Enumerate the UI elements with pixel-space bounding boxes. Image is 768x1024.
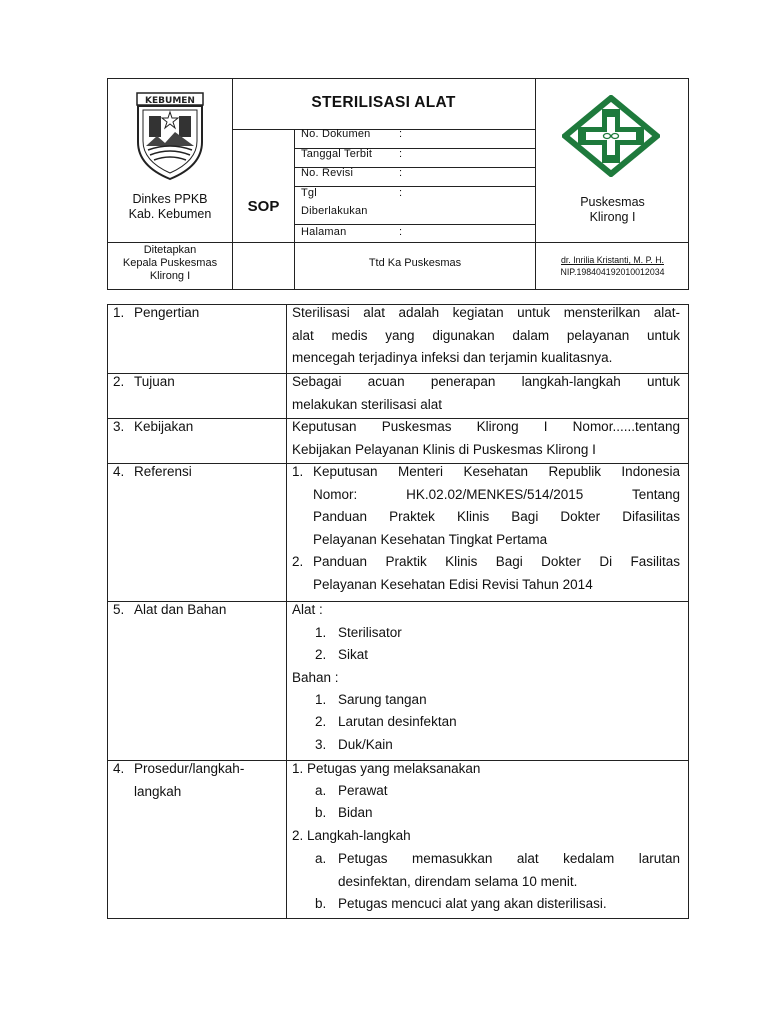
section-number: 5. xyxy=(113,602,125,617)
section-number: 2. xyxy=(113,374,125,389)
list-item-referensi-2: Panduan Praktik Klinis Bagi Dokter Di Fasilitas Pelayanan Kesehatan Edisi Revisi Tahun 2014 xyxy=(313,554,680,592)
page-title: STERILISASI ALAT xyxy=(311,94,456,111)
section-number: 4. xyxy=(113,761,125,776)
prosedur-heading-langkah: 2. Langkah-langkah xyxy=(292,828,411,843)
field-value-no-dokumen: : xyxy=(399,128,403,140)
section-title-alat-bahan: Alat dan Bahan xyxy=(134,602,227,617)
list-item-step: Petugas mencuci alat yang akan disterilisasi. xyxy=(338,896,607,911)
list-item-alat: Sterilisator xyxy=(338,625,402,640)
section-title-referensi: Referensi xyxy=(134,464,192,479)
field-label-tanggal-terbit: Tanggal Terbit xyxy=(301,148,373,160)
field-label-no-revisi: No. Revisi xyxy=(301,167,354,179)
list-item-number: 2. xyxy=(315,714,327,729)
list-item-number: 3. xyxy=(315,737,327,752)
prosedur-heading-petugas: 1. Petugas yang melaksanakan xyxy=(292,761,481,776)
list-item-letter: b. xyxy=(315,805,327,820)
section-content-pengertian: Sterilisasi alat adalah kegiatan untuk mensterilkan alat- alat medis yang digunakan dalam pelayanan untuk mencegah terjadinya infeksi dan terjamin kualitasnya. xyxy=(292,305,680,365)
alat-heading: Alat : xyxy=(292,602,323,617)
list-item-bahan: Sarung tangan xyxy=(338,692,427,707)
left-org-name: Dinkes PPKB Kab. Kebumen xyxy=(128,192,212,221)
section-content-tujuan: Sebagai acuan penerapan langkah-langkah untuk melakukan sterilisasi alat xyxy=(292,374,680,412)
signer-nip: NIP.198404192010012034 xyxy=(560,267,665,277)
divider xyxy=(232,129,535,130)
field-value-no-revisi: : xyxy=(399,167,403,179)
section-number: 1. xyxy=(113,305,125,320)
field-label-halaman: Halaman xyxy=(301,226,347,238)
list-item-referensi-1: Keputusan Menteri Kesehatan Republik Indonesia Nomor: HK.02.02/MENKES/514/2015 Tentang Panduan Praktek Klinis Bagi Dokter Difasilitas Pelayanan Kesehatan Tingkat Pertama xyxy=(313,464,680,547)
list-item-letter: b. xyxy=(315,896,327,911)
list-item-number: 1. xyxy=(315,692,327,707)
list-item-number: 2. xyxy=(292,554,304,569)
list-item-bahan: Larutan desinfektan xyxy=(338,714,457,729)
bahan-heading: Bahan : xyxy=(292,670,339,685)
list-item-number: 1. xyxy=(292,464,304,479)
divider xyxy=(286,304,287,919)
sop-label: SOP xyxy=(247,198,280,215)
field-label-no-dokumen: No. Dokumen xyxy=(301,128,371,140)
ditetapkan-block: Ditetapkan Kepala Puskesmas Klirong I xyxy=(122,244,218,282)
section-title-pengertian: Pengertian xyxy=(134,305,200,320)
section-title-kebijakan: Kebijakan xyxy=(134,419,194,434)
list-item-letter: a. xyxy=(315,851,327,866)
field-label-diberlakukan: Diberlakukan xyxy=(301,205,368,217)
list-item-number: 1. xyxy=(315,625,327,640)
svg-text:KEBUMEN: KEBUMEN xyxy=(145,96,195,106)
list-item-petugas: Bidan xyxy=(338,805,373,820)
kebumen-crest-logo xyxy=(132,90,208,182)
section-number: 4. xyxy=(113,464,125,479)
signer-name: dr. Inrilia Kristanti, M. P. H. xyxy=(561,255,664,265)
field-label-tgl: Tgl xyxy=(301,187,317,199)
ttd-label: Ttd Ka Puskesmas xyxy=(368,257,462,269)
list-item-number: 2. xyxy=(315,647,327,662)
list-item-letter: a. xyxy=(315,783,327,798)
section-title-tujuan: Tujuan xyxy=(134,374,175,389)
divider xyxy=(294,224,535,225)
list-item-petugas: Perawat xyxy=(338,783,388,798)
field-value-tgl: : xyxy=(399,187,403,199)
divider xyxy=(294,186,535,187)
section-content-kebijakan: Keputusan Puskesmas Klirong I Nomor......tentang Kebijakan Pelayanan Klinis di Puskesmas Klirong I xyxy=(292,419,680,457)
list-item-alat: Sikat xyxy=(338,647,369,662)
section-title-prosedur: Prosedur/langkah- langkah xyxy=(134,761,245,799)
divider xyxy=(107,242,689,243)
field-value-tanggal-terbit: : xyxy=(399,148,403,160)
field-value-halaman: : xyxy=(399,226,403,238)
section-number: 3. xyxy=(113,419,125,434)
list-item-step: Petugas memasukkan alat kedalam larutan desinfektan, direndam selama 10 menit. xyxy=(338,851,680,889)
list-item-bahan: Duk/Kain xyxy=(338,737,393,752)
right-org-name: Puskesmas Klirong I xyxy=(580,195,645,224)
puskesmas-logo xyxy=(562,95,660,177)
